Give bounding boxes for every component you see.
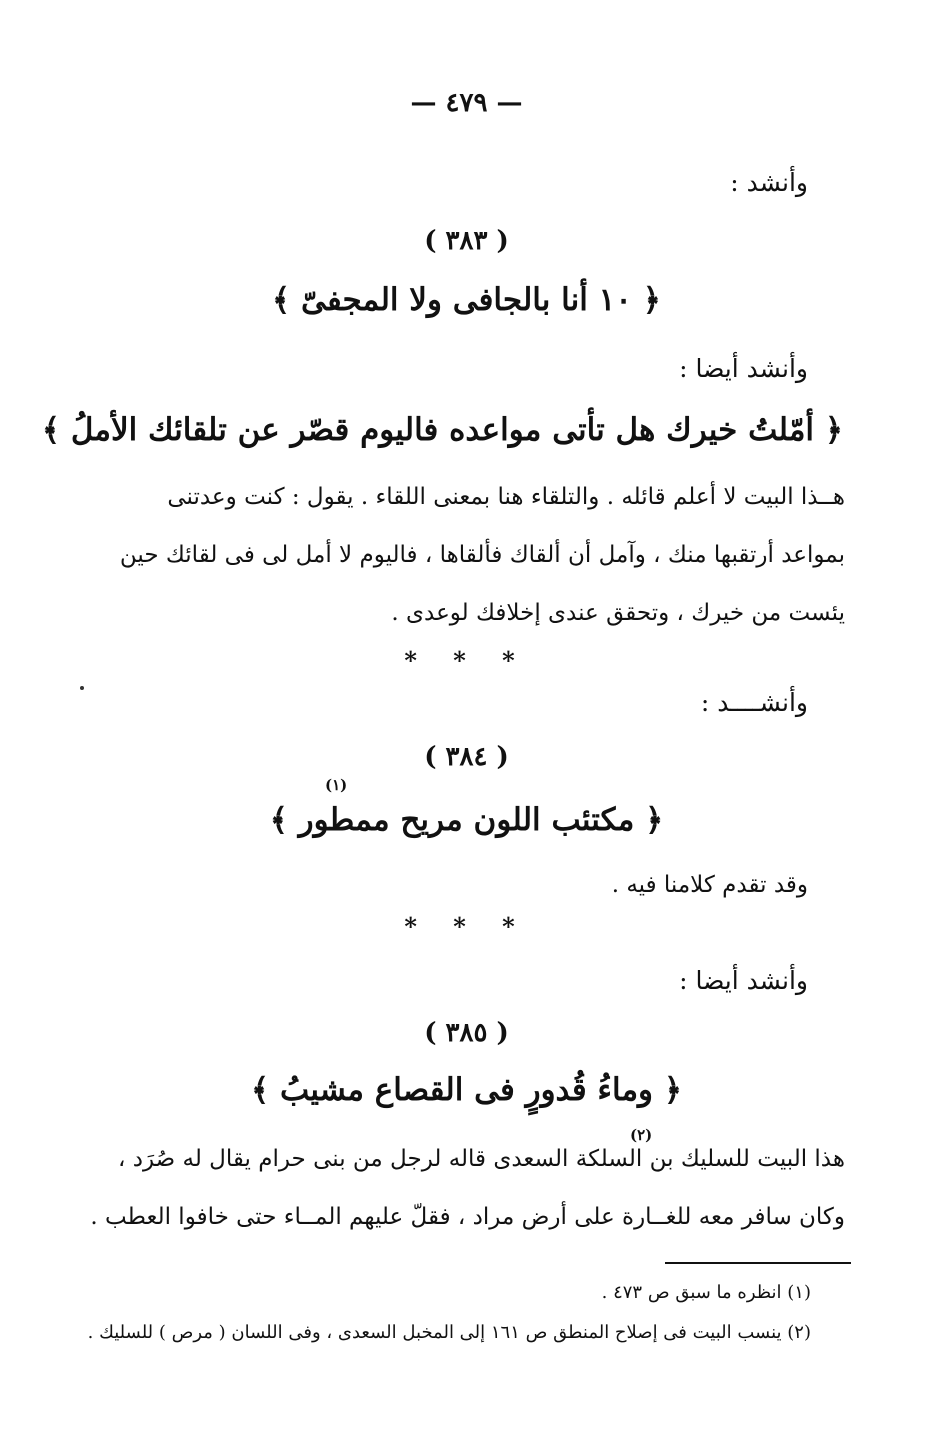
verse-line: ﴿ أمّلتُ خيرك هل تأتى مواعده فاليوم قصّر عن تلقائك الأملُ ﴾ [41,412,843,448]
commentary-line: هذا البيت للسليك بن السلكة السعدى قاله لرجل من بنى حرام يقال له صُرَد ، [118,1146,845,1172]
footnote: (٢) ينسب البيت فى إصلاح المنطق ص ١٦١ إلى المخبل السعدى ، وفى اللسان ( مرص ) للسليك . [87,1322,811,1343]
commentary-line: هــذا البيت لا أعلم قائله . والتلقاء هنا بمعنى اللقاء . يقول : كنت وعدتنى [167,484,845,510]
commentary-line: بمواعد أرتقبها منك ، وآمل أن ألقاك فألقاها ، فاليوم لا أمل لى فى لقائك حين [119,542,845,568]
intro-line: وأنشد : [730,168,808,197]
footnote-divider [665,1262,851,1264]
verse-line: ﴿ ١٠ أنا بالجافى ولا المجفىّ ﴾ [272,282,661,318]
footnote-marker: (١) [325,776,348,794]
commentary-line: يئست من خيرك ، وتحقق عندى إخلافك لوعدى . [391,600,845,626]
verse-line: ﴿ وماءُ قُدورٍ فى القصاع مشيبُ ﴾ [251,1072,682,1108]
intro-line: وأنشد أيضا : [679,966,808,995]
verse-number: ( ٣٨٥ ) [424,1018,509,1048]
verse-number: ( ٣٨٤ ) [424,742,509,772]
verse-number: ( ٣٨٣ ) [424,226,509,256]
footnote-marker: (٢) [630,1126,653,1144]
intro-line: وأنشــــد : [700,688,808,717]
section-separator: * * * [404,912,529,941]
page-number: — ٤٧٩ — [410,88,523,118]
verse-line: ﴿ مكتئب اللون مريح ممطور ﴾ [269,802,664,838]
intro-line: وأنشد أيضا : [679,354,808,383]
footnote: (١) انظره ما سبق ص ٤٧٣ . [601,1282,811,1303]
stray-mark [80,686,84,690]
section-separator: * * * [404,646,529,675]
commentary-line: وقد تقدم كلامنا فيه . [611,872,808,898]
commentary-line: وكان سافر معه للغــارة على أرض مراد ، فقلّ عليهم المــاء حتى خافوا العطب . [90,1204,845,1230]
